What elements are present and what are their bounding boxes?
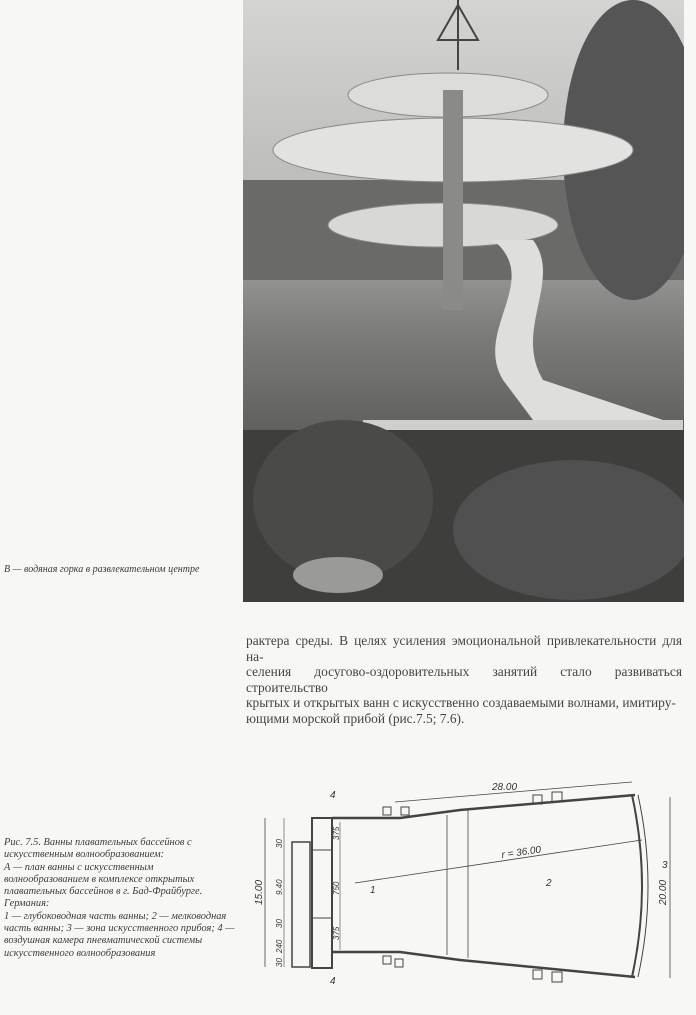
dim-inner-part: 375 — [332, 926, 341, 940]
dim-left-part: 30 — [275, 958, 284, 967]
label-4: 4 — [330, 790, 336, 801]
figure-caption — [4, 837, 236, 960]
photo-caption: В — водяная горка в развлекательном центре — [4, 564, 200, 575]
dim-inner-part: 375 — [332, 826, 341, 840]
label-2: 2 — [546, 878, 552, 889]
label-3: 3 — [662, 860, 668, 871]
surf-zone-arc — [632, 795, 642, 977]
pool-plan-svg — [240, 760, 696, 1010]
water-slide-photo — [243, 0, 684, 602]
body-line: селения досугово-оздоровительных занятий стало развиваться строительство — [246, 664, 682, 695]
dim-left-part: 240 — [275, 939, 284, 953]
dim-left-part: 9.40 — [275, 879, 284, 895]
label-4: 4 — [330, 976, 336, 987]
figure-caption-title: Рис. 7.5. Ванны плавательных бассейнов с искусственным волнообразованием: — [4, 837, 192, 861]
figure-caption-part-a: А — план ванны с искусственным волнообразованием в комплексе открытых плавательных бассейнов в г. Бад-Фрайбурге. Германия: — [4, 861, 203, 910]
dim-width-right: 20.00 — [658, 879, 669, 905]
radius-line — [355, 840, 642, 883]
body-line: рактера среды. В целях усиления эмоциональной привлекательности для на- — [246, 633, 682, 664]
top-wall — [332, 795, 635, 818]
body-line: крытых и открытых ванн с искусственно создаваемыми волнами, имитиру- — [246, 695, 676, 710]
dim-left-part: 30 — [275, 919, 284, 928]
dim-left-part: 30 — [275, 839, 284, 848]
dim-width-left: 15.00 — [254, 879, 265, 905]
dim-inner-part: 750 — [332, 881, 341, 895]
body-line: ющими морской прибой (рис.7.5; 7.6). — [246, 710, 465, 726]
label-1: 1 — [370, 885, 376, 896]
dim-length: 28.00 — [492, 782, 518, 793]
dim-radius: r = 36.00 — [500, 844, 542, 861]
bottom-wall — [332, 952, 635, 977]
body-paragraph — [246, 633, 682, 726]
water-slide-illustration — [243, 0, 684, 602]
figure-caption-legend: 1 — глубоководная часть ванны; 2 — мелководная часть ванны; 3 — зона искусственного прибоя; 4 — воздушная камера пневматической системы искусственного волнообразования — [4, 910, 235, 959]
pool-plan-drawing — [240, 760, 696, 1010]
left-block — [292, 842, 310, 967]
